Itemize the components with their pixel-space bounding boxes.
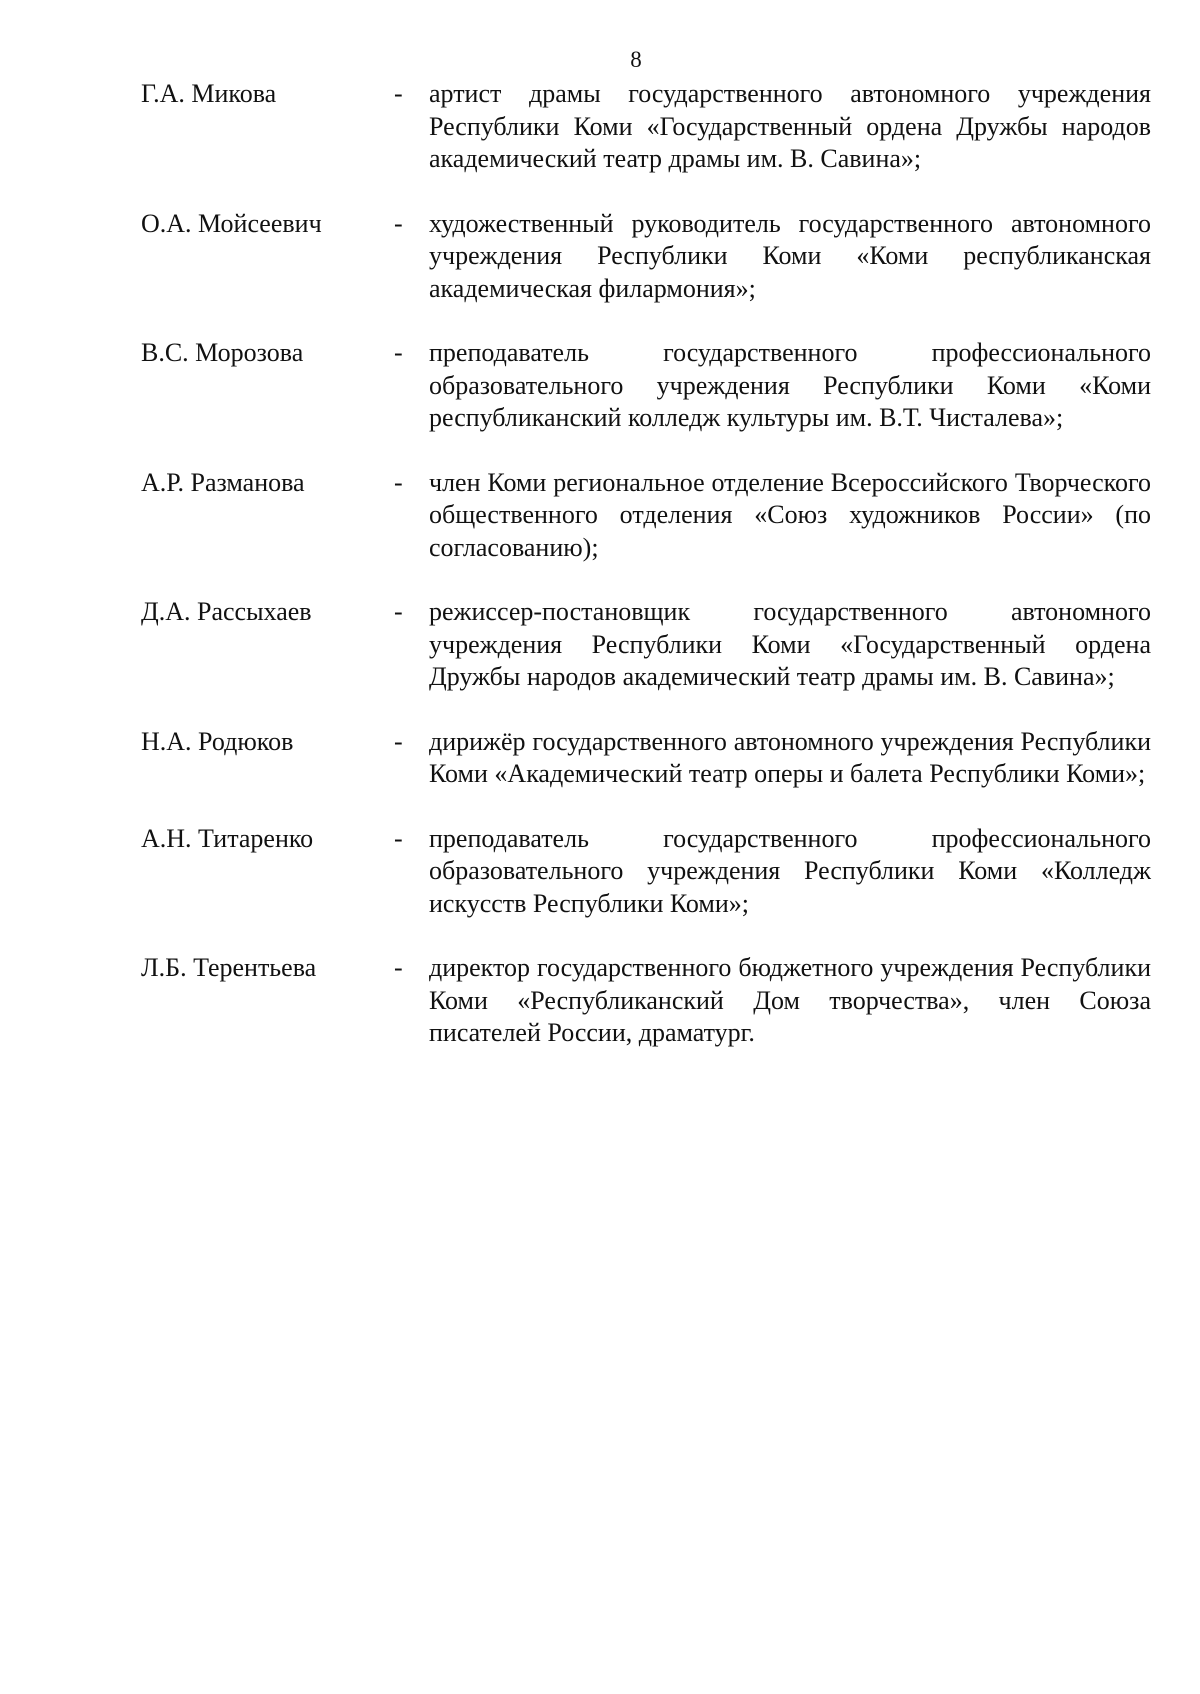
list-item xyxy=(141,726,1151,791)
dash-separator: - xyxy=(394,338,403,367)
member-name: Л.Б. Терентьева xyxy=(141,953,317,982)
dash-separator: - xyxy=(394,726,403,756)
dash-separator: - xyxy=(394,208,403,238)
list-item xyxy=(141,337,1151,435)
dash-separator: - xyxy=(394,597,403,626)
list-item xyxy=(141,823,1151,921)
list-item xyxy=(141,467,1151,565)
dash-separator: - xyxy=(394,467,403,497)
page-number: 8 xyxy=(630,47,642,72)
member-description: художественный руководитель государственного автономного учреждения Республики Коми «Коми республиканская академическая филармония»; xyxy=(429,208,1151,303)
list-item xyxy=(141,596,1151,694)
dash-separator: - xyxy=(394,79,403,108)
list-item xyxy=(141,952,1151,1050)
member-name: О.А. Мойсеевич xyxy=(141,208,322,238)
members-list xyxy=(141,78,1151,1082)
member-name: А.Н. Титаренко xyxy=(141,823,314,853)
member-name: Д.А. Рассыхаев xyxy=(141,597,312,626)
member-name: А.Р. Разманова xyxy=(141,467,305,497)
member-description: член Коми региональное отделение Всероссийского Творческого общественного отделения «Союз художников России» (по согласованию); xyxy=(429,467,1151,562)
list-item xyxy=(141,208,1151,306)
list-item xyxy=(141,78,1151,176)
member-description: директор государственного бюджетного учреждения Республики Коми «Республиканский Дом творчества», член Союза писателей России, драматург. xyxy=(429,953,1151,1047)
dash-separator: - xyxy=(394,953,403,982)
member-description: режиссер-постановщик государственного автономного учреждения Республики Коми «Государственный ордена Дружбы народов академический театр драмы им. В. Савина»; xyxy=(429,597,1151,691)
member-name: В.С. Морозова xyxy=(141,338,304,367)
member-name: Н.А. Родюков xyxy=(141,726,294,756)
member-description: артист драмы государственного автономного учреждения Республики Коми «Государственный ордена Дружбы народов академический театр драмы им. В. Савина»; xyxy=(429,79,1151,173)
member-description: преподаватель государственного профессионального образовательного учреждения Республики Коми «Колледж искусств Республики Коми»; xyxy=(429,823,1151,918)
member-description: дирижёр государственного автономного учреждения Республики Коми «Академический театр оперы и балета Республики Коми»; xyxy=(429,726,1151,788)
member-name: Г.А. Микова xyxy=(141,79,277,108)
dash-separator: - xyxy=(394,823,403,853)
member-description: преподаватель государственного профессионального образовательного учреждения Республики Коми «Коми республиканский колледж культуры им. В.Т. Чисталева»; xyxy=(429,338,1151,432)
